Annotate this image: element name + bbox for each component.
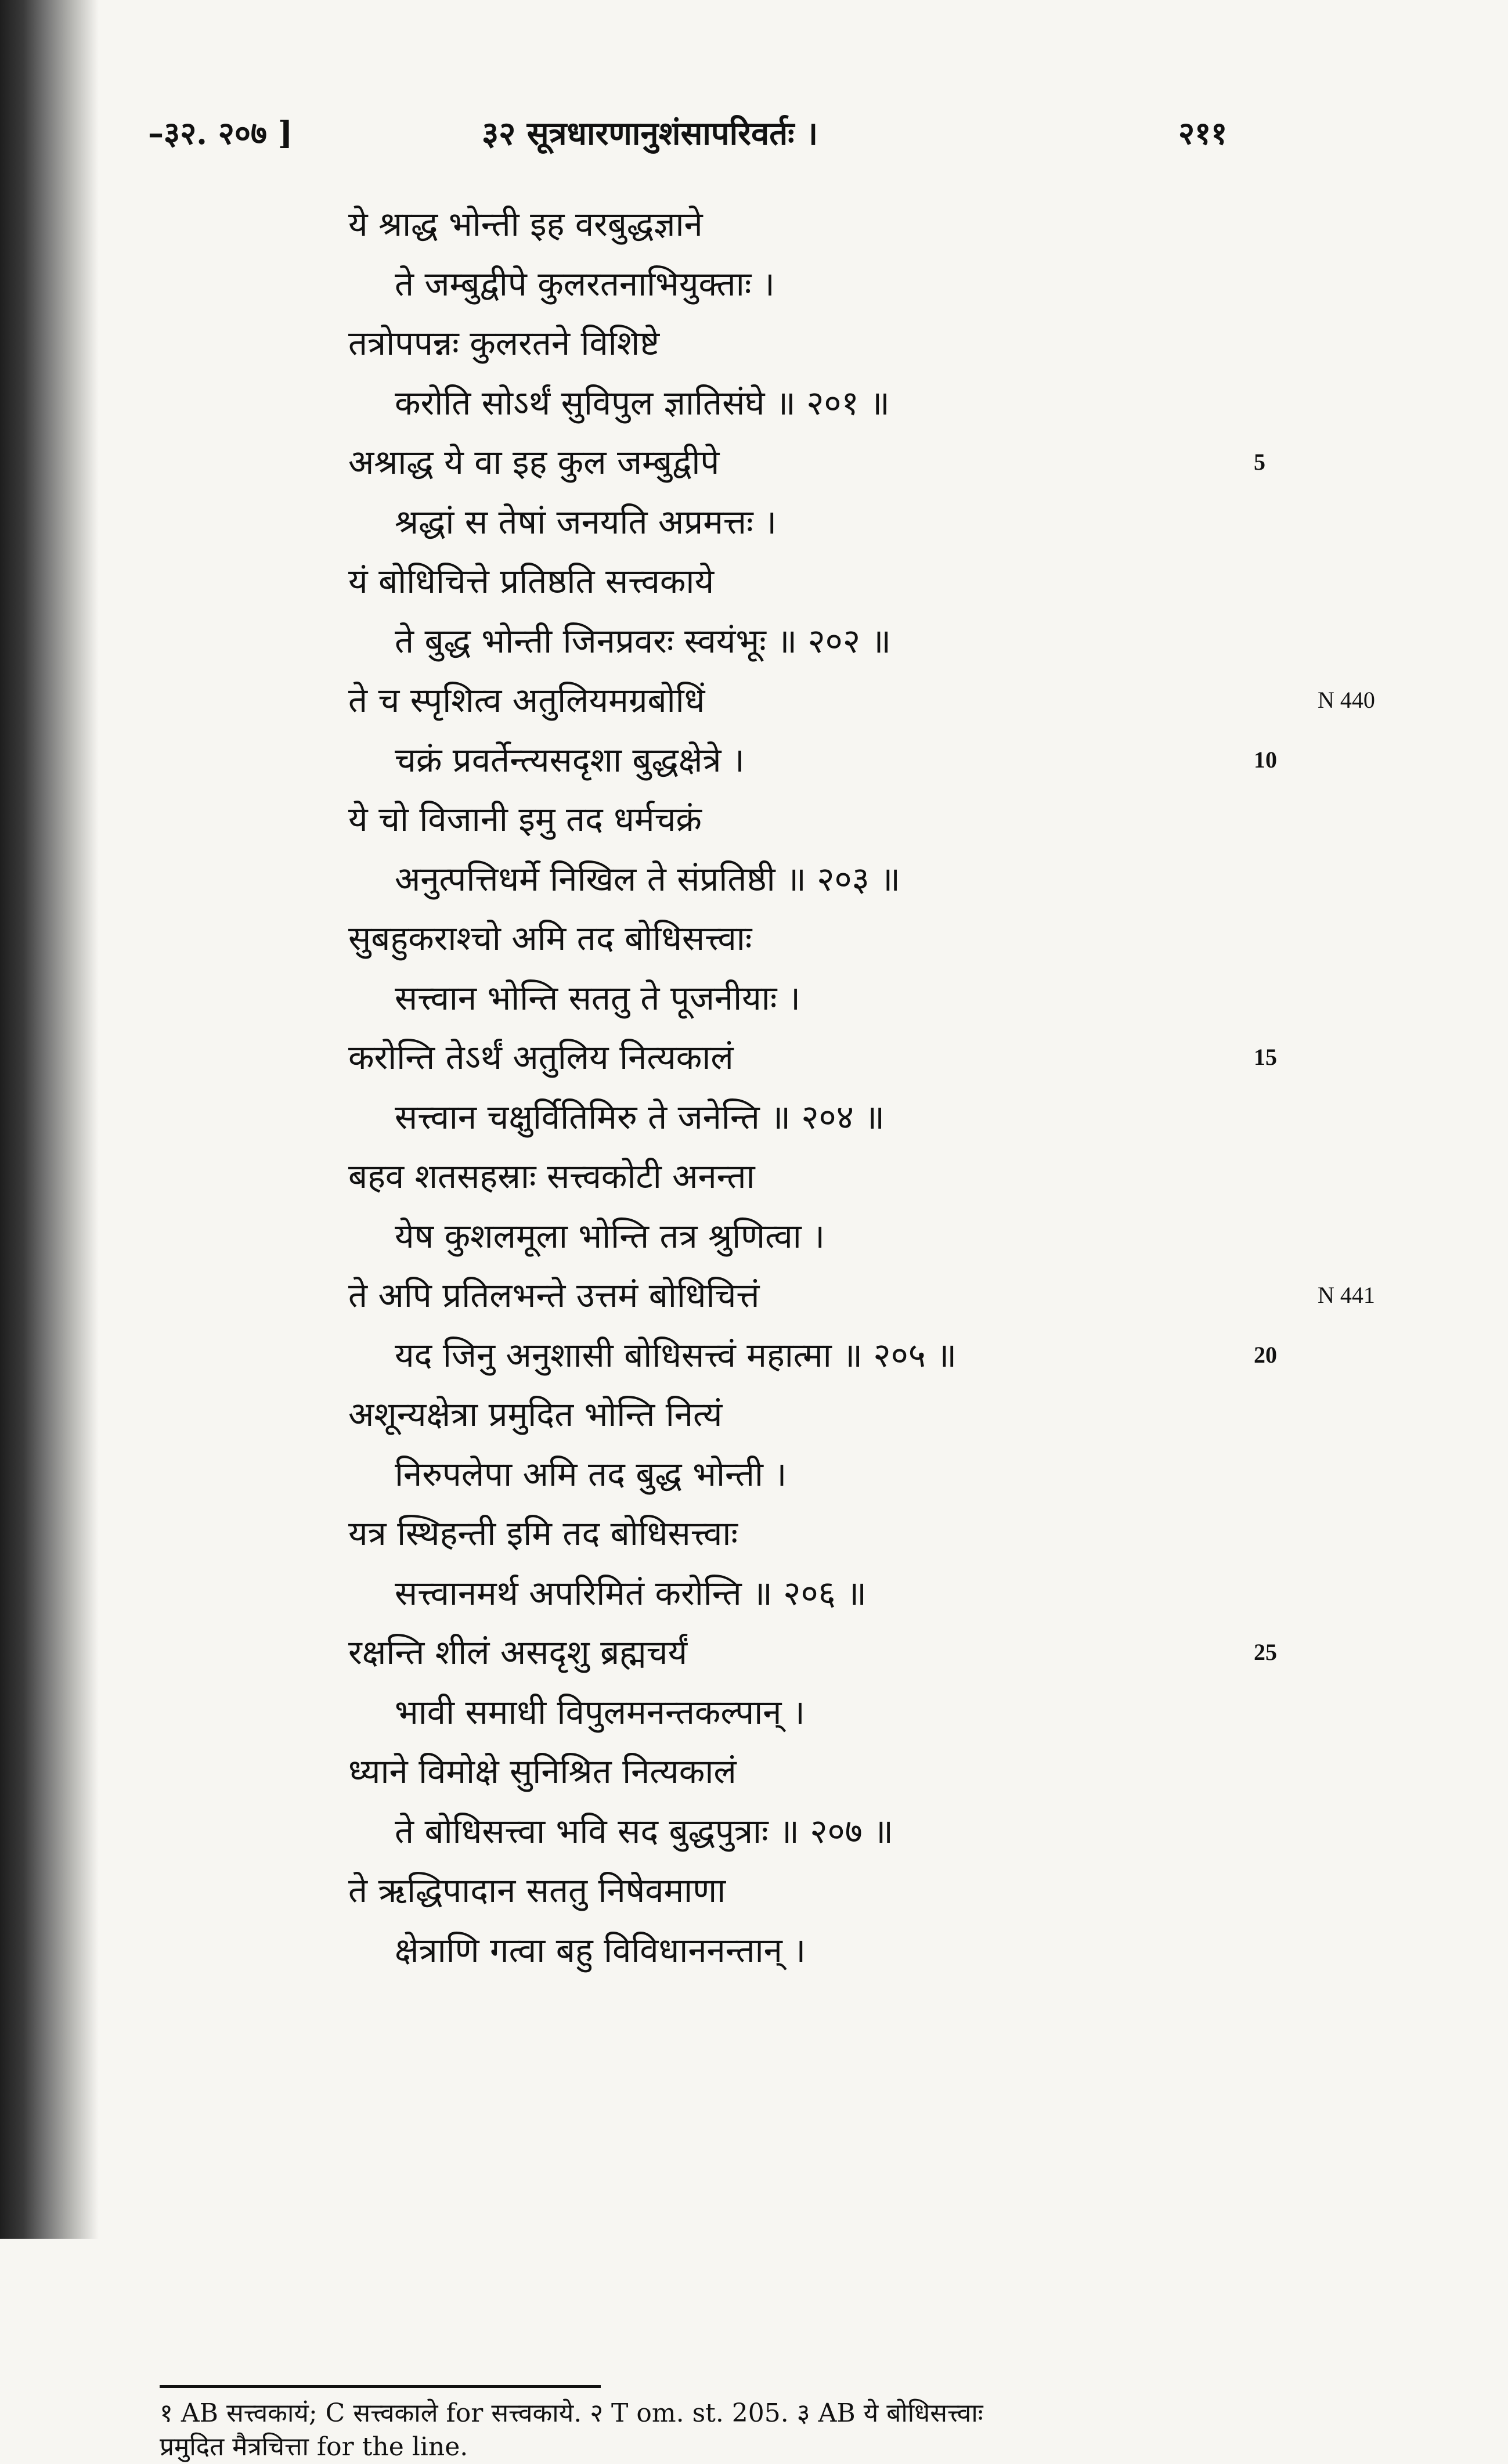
verse-text: भावी समाधी विपुलमनन्तकल्पान् । bbox=[395, 1692, 805, 1732]
verse-line bbox=[0, 1087, 1508, 1147]
footnote-rule bbox=[160, 2385, 601, 2388]
verse-line bbox=[0, 254, 1508, 314]
verse-text: निरुपलेपा अमि तद बुद्ध भोन्ती । bbox=[395, 1454, 787, 1494]
verse-line bbox=[0, 194, 1508, 254]
verse-line bbox=[0, 1564, 1508, 1623]
verse-line bbox=[0, 1683, 1508, 1742]
running-head-chapter-title: ३२ सूत्रधारणानुशंसापरिवर्तः । bbox=[482, 114, 818, 153]
margin-reference: N 440 bbox=[1318, 687, 1375, 713]
line-number: 25 bbox=[1254, 1639, 1277, 1665]
verse-line bbox=[0, 1147, 1508, 1206]
verse-text: क्षेत्राणि गत्वा बहु विविधाननन्तान् । bbox=[395, 1930, 806, 1970]
verse-line bbox=[0, 909, 1508, 968]
verse-line bbox=[0, 552, 1508, 611]
verse-line bbox=[0, 314, 1508, 373]
verse-text: ये श्राद्ध भोन्ती इह वरबुद्धज्ञाने bbox=[348, 204, 703, 244]
line-number: 10 bbox=[1254, 746, 1277, 773]
verse-line bbox=[0, 1802, 1508, 1861]
verse-text: ते च स्पृशित्व अतुलियमग्रबोधिं bbox=[348, 680, 705, 720]
verse-text: अनुत्पत्तिधर्मे निखिल ते संप्रतिष्ठी ॥ २०३ ॥ bbox=[395, 859, 900, 899]
verse-line bbox=[0, 1921, 1508, 1980]
verse-text: सत्त्वान चक्षुर्वितिमिरु ते जनेन्ति ॥ २०४ ॥ bbox=[395, 1097, 885, 1137]
page-number: २११ bbox=[1178, 114, 1228, 152]
verse-text: ते बोधिसत्त्वा भवि सद बुद्धपुत्राः ॥ २०७ ॥ bbox=[395, 1811, 893, 1851]
verse-text: ते ऋद्धिपादान सततु निषेवमाणा bbox=[348, 1871, 726, 1910]
verse-line bbox=[0, 1742, 1508, 1802]
verse-line bbox=[0, 1325, 1508, 1385]
verse-text: बहव शतसहस्राः सत्त्वकोटी अनन्ता bbox=[348, 1157, 755, 1196]
line-number: 5 bbox=[1254, 449, 1265, 475]
verse-text: ते अपि प्रतिलभन्ते उत्तमं बोधिचित्तं bbox=[348, 1276, 760, 1315]
verse-text: सत्त्वान भोन्ति सततु ते पूजनीयाः । bbox=[395, 978, 800, 1018]
verse-text: चक्रं प्रवर्तेन्त्यसदृशा बुद्धक्षेत्रे । bbox=[395, 740, 745, 780]
verse-line bbox=[0, 1444, 1508, 1504]
verse-text: यत्र स्थिहन्ती इमि तद बोधिसत्त्वाः bbox=[348, 1514, 738, 1553]
verse-text: अश्राद्ध ये वा इह कुल जम्बुद्वीपे bbox=[348, 442, 720, 482]
verse-line bbox=[0, 492, 1508, 552]
verse-text: यं बोधिचित्ते प्रतिष्ठति सत्त्वकाये bbox=[348, 561, 715, 601]
verse-line bbox=[0, 671, 1508, 730]
verse-text: ये चो विजानी इमु तद धर्मचक्रं bbox=[348, 799, 702, 839]
verse-block bbox=[0, 194, 1508, 1980]
footnote-line-1: १ AB सत्त्वकायं; C सत्त्वकाले for सत्त्वकाये. २ T om. st. 205. ३ AB ये बोधिसत्त्वाः bbox=[160, 2398, 983, 2428]
verse-text: ते बुद्ध भोन्ती जिनप्रवरः स्वयंभूः ॥ २०२ ॥ bbox=[395, 621, 892, 661]
verse-line bbox=[0, 790, 1508, 849]
verse-line bbox=[0, 849, 1508, 909]
line-number: 15 bbox=[1254, 1044, 1277, 1070]
verse-line bbox=[0, 1861, 1508, 1921]
verse-line bbox=[0, 373, 1508, 433]
verse-text: श्रद्धां स तेषां जनयति अप्रमत्तः । bbox=[395, 502, 777, 542]
verse-line bbox=[0, 1385, 1508, 1444]
verse-text: येष कुशलमूला भोन्ति तत्र श्रुणित्वा । bbox=[395, 1216, 825, 1256]
verse-line bbox=[0, 1028, 1508, 1087]
verse-text: तत्रोपपन्नः कुलरतने विशिष्टे bbox=[348, 323, 660, 363]
verse-text: सत्त्वानमर्थ अपरिमितं करोन्ति ॥ २०६ ॥ bbox=[395, 1573, 867, 1613]
footnote-line-2: प्रमुदित मैत्रचित्ता for the line. bbox=[160, 2432, 468, 2462]
verse-text: करोति सोऽर्थं सुविपुल ज्ञातिसंघे ॥ २०१ ॥ bbox=[395, 383, 890, 423]
running-head-verse-range: –३२. २०७ ] bbox=[148, 114, 293, 152]
verse-text: यद जिनु अनुशासी बोधिसत्त्वं महात्मा ॥ २०५ ॥ bbox=[395, 1335, 957, 1375]
verse-text: करोन्ति तेऽर्थं अतुलिय नित्यकालं bbox=[348, 1038, 734, 1077]
line-number: 20 bbox=[1254, 1341, 1277, 1368]
footnotes bbox=[160, 2397, 1262, 2464]
verse-text: अशून्यक्षेत्रा प्रमुदित भोन्ति नित्यं bbox=[348, 1395, 723, 1434]
verse-text: ध्याने विमोक्षे सुनिश्रित नित्यकालं bbox=[348, 1752, 737, 1791]
verse-text: रक्षन्ति शीलं असदृशु ब्रह्मचर्यं bbox=[348, 1633, 688, 1672]
verse-line bbox=[0, 730, 1508, 790]
margin-reference: N 441 bbox=[1318, 1282, 1375, 1308]
verse-line bbox=[0, 968, 1508, 1028]
verse-text: सुबहुकराश्चो अमि तद बोधिसत्त्वाः bbox=[348, 918, 752, 958]
verse-text: ते जम्बुद्वीपे कुलरतनाभियुक्ताः । bbox=[395, 264, 775, 304]
verse-line bbox=[0, 1504, 1508, 1564]
verse-line bbox=[0, 433, 1508, 492]
verse-line bbox=[0, 611, 1508, 671]
verse-line bbox=[0, 1623, 1508, 1683]
running-head bbox=[0, 110, 1508, 157]
verse-line bbox=[0, 1266, 1508, 1325]
verse-line bbox=[0, 1206, 1508, 1266]
